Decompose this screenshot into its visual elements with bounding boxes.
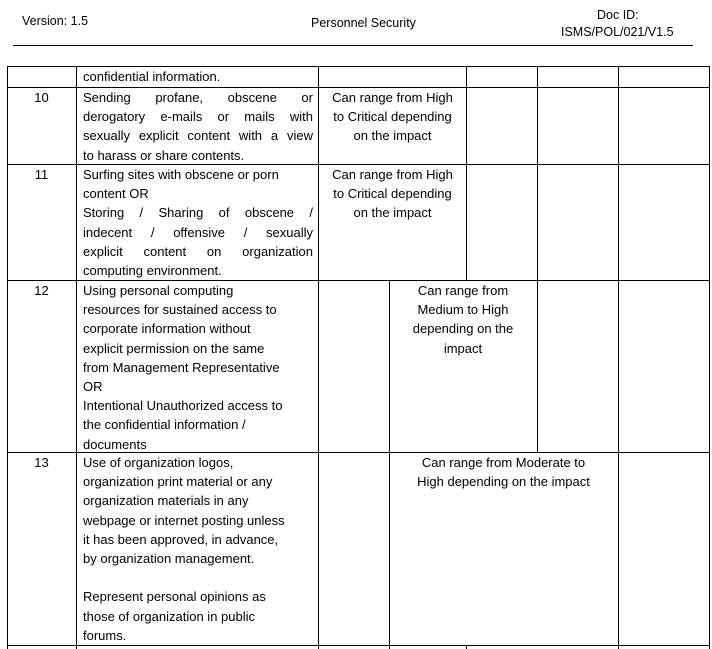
cell-text-line: resources for sustained access to bbox=[83, 302, 277, 318]
cell-text-line: by organization management. bbox=[83, 551, 255, 567]
cell-text-line: explicit content on organization bbox=[83, 243, 313, 259]
cell-text-line: to Critical depending bbox=[333, 186, 452, 202]
cell-text-line bbox=[83, 568, 313, 587]
cell-text-line: on the impact bbox=[353, 205, 432, 221]
table-border-vertical bbox=[537, 66, 538, 452]
continued-description bbox=[83, 67, 313, 86]
cell-text-line: depending on the bbox=[412, 321, 514, 337]
table-border-vertical bbox=[618, 66, 619, 649]
row-description bbox=[83, 281, 313, 454]
cell-text-line: Storing / Sharing of obscene / bbox=[83, 205, 313, 221]
version-label: Version: 1.5 bbox=[22, 14, 89, 28]
cell-text-line: impact bbox=[443, 340, 483, 356]
cell-text-line: High depending on the impact bbox=[417, 474, 590, 490]
cell-text-line: Can range from bbox=[417, 283, 509, 298]
cell-text-line: on the impact bbox=[353, 128, 432, 144]
row-number: 12 bbox=[34, 283, 49, 298]
cell-text-line: Surfing sites with obscene or porn bbox=[83, 167, 279, 182]
table-border-vertical bbox=[318, 66, 319, 649]
cell-text-line: webpage or internet posting unless bbox=[83, 512, 285, 528]
cell-text-line: Using personal computing bbox=[83, 283, 234, 298]
cell-text-line: organization print material or any bbox=[83, 474, 273, 490]
cell-text-line: Sending profane, obscene or bbox=[83, 90, 313, 105]
cell-text-line: to Critical depending bbox=[333, 109, 452, 125]
cell-text-line: derogatory e-mails or mails with bbox=[83, 109, 313, 125]
table-border-vertical bbox=[709, 66, 710, 649]
table-border-horizontal bbox=[7, 645, 710, 646]
row-number: 11 bbox=[34, 167, 49, 182]
cell-text-line: Can range from Moderate to bbox=[421, 455, 586, 470]
cell-text-line: corporate information without bbox=[83, 321, 251, 337]
document-title: Personnel Security bbox=[311, 16, 416, 30]
cell-text-line: OR bbox=[83, 379, 103, 395]
header-divider bbox=[13, 45, 693, 46]
cell-text-line: sexually explicit content with a view bbox=[83, 128, 313, 144]
cell-text-line: computing environment. bbox=[83, 263, 222, 279]
row-severity bbox=[319, 88, 466, 146]
cell-text-line: organization materials in any bbox=[83, 493, 249, 509]
cell-text-line: Can range from High bbox=[332, 167, 453, 182]
cell-text-line: it has been approved, in advance, bbox=[83, 531, 279, 547]
row-number: 10 bbox=[34, 90, 49, 105]
cell-text-line: documents bbox=[83, 436, 147, 452]
row-severity bbox=[389, 281, 537, 358]
table-border-vertical bbox=[76, 66, 77, 649]
cell-text-line: from Management Representative bbox=[83, 359, 280, 375]
cell-text-line: Use of organization logos, bbox=[83, 455, 234, 470]
cell-text-line: confidential information. bbox=[83, 69, 221, 84]
table-border-vertical bbox=[7, 66, 8, 649]
cell-text-line: explicit permission on the same bbox=[83, 340, 265, 356]
row-description bbox=[83, 88, 313, 165]
table-border-vertical bbox=[466, 66, 467, 280]
row-severity bbox=[389, 453, 618, 491]
cell-text-line: Medium to High bbox=[417, 302, 509, 318]
cell-text-line: to harass or share contents. bbox=[83, 147, 245, 163]
doc-id-label: Doc ID: bbox=[597, 8, 639, 22]
row-number: 13 bbox=[34, 455, 49, 470]
doc-id-value: ISMS/POL/021/V1.5 bbox=[561, 25, 674, 39]
cell-text-line: content OR bbox=[83, 186, 149, 202]
cell-text-line: the confidential information / bbox=[83, 417, 246, 433]
cell-text-line: Represent personal opinions as bbox=[83, 589, 266, 605]
cell-text-line: indecent / offensive / sexually bbox=[83, 224, 313, 240]
row-severity bbox=[319, 165, 466, 223]
cell-text-line: forums. bbox=[83, 627, 127, 643]
cell-text-line: Can range from High bbox=[332, 90, 453, 105]
row-description bbox=[83, 165, 313, 280]
cell-text-line: Intentional Unauthorized access to bbox=[83, 398, 283, 414]
cell-text-line: those of organization in public bbox=[83, 608, 256, 624]
row-description bbox=[83, 453, 313, 645]
